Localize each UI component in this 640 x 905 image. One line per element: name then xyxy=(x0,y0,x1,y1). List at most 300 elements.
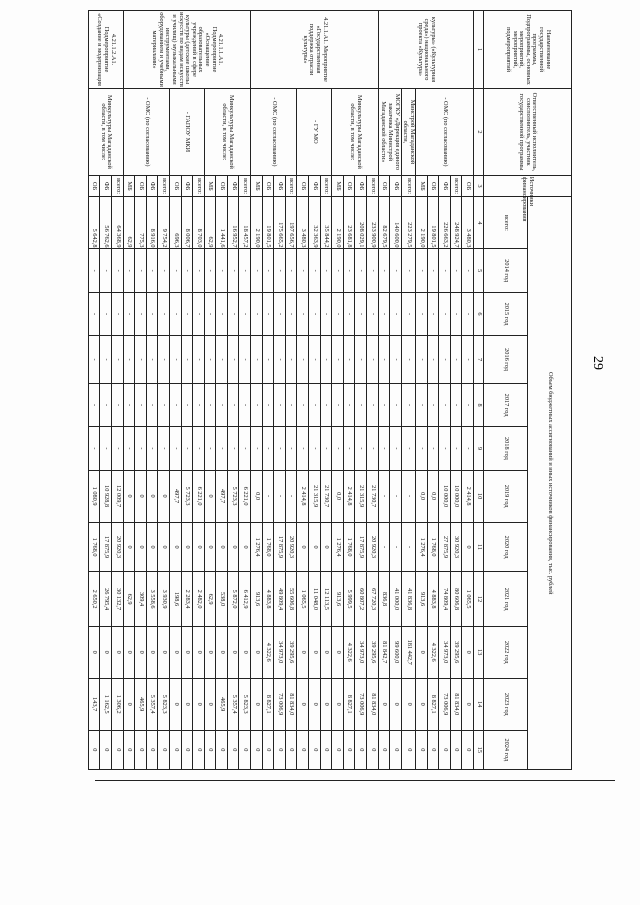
year-value-cell: 0 xyxy=(320,626,332,678)
year-value-cell: 0 xyxy=(462,626,474,678)
year-value-cell: 73 006,9 xyxy=(355,678,367,730)
year-value-cell: 2 414,8 xyxy=(297,470,309,522)
total-cell: 23 681,8 xyxy=(343,197,355,249)
year-value-cell: 0 xyxy=(169,678,181,730)
year-value-cell: 143,7 xyxy=(88,678,100,730)
year-value-cell: 0 xyxy=(100,730,112,769)
year-value-cell: 0 xyxy=(123,522,135,572)
total-cell: 248 924,7 xyxy=(450,197,462,249)
year-value-cell: 55 606,8 xyxy=(285,572,297,626)
year-value-cell: 0 xyxy=(343,730,355,769)
year-value-cell: - xyxy=(416,336,428,384)
funding-source-cell: МБ xyxy=(251,175,263,197)
year-value-cell: 26 795,4 xyxy=(100,572,112,626)
year-value-cell: - xyxy=(297,383,309,426)
year-value-cell: 0 xyxy=(309,626,321,678)
funding-source-cell: ФБ xyxy=(100,175,112,197)
year-value-cell: - xyxy=(390,249,402,292)
year-value-cell: - xyxy=(401,249,415,292)
total-cell: 223 279,5 xyxy=(401,197,415,249)
year-value-cell: 8 827,1 xyxy=(343,678,355,730)
year-value-cell: - xyxy=(462,336,474,384)
year-value-cell: - xyxy=(227,336,239,384)
year-value-cell: - xyxy=(450,427,462,470)
year-value-cell: 6 412,9 xyxy=(239,572,251,626)
year-value-cell: - xyxy=(123,336,135,384)
year-value-cell: - xyxy=(204,336,216,384)
year-value-cell: 0 xyxy=(297,522,309,572)
rotated-table-frame xyxy=(72,10,572,770)
year-value-cell: 21 315,9 xyxy=(309,470,321,522)
year-value-cell: 0 xyxy=(450,730,462,769)
year-value-cell: - xyxy=(100,427,112,470)
year-value-cell: - xyxy=(378,427,390,470)
year-value-cell: 0 xyxy=(204,678,216,730)
year-value-cell: - xyxy=(285,427,297,470)
year-value-cell: 4 322,6 xyxy=(343,626,355,678)
year-value-cell: - xyxy=(123,383,135,426)
year-value-cell: - xyxy=(227,249,239,292)
year-value-cell: - xyxy=(239,427,251,470)
year-value-cell: 6 221,0 xyxy=(193,470,205,522)
year-value-cell: - xyxy=(274,292,286,335)
year-value-cell: 0 xyxy=(88,730,100,769)
column-number: 10 xyxy=(474,470,484,522)
year-value-cell: - xyxy=(181,427,193,470)
year-value-cell: 0 xyxy=(309,522,321,572)
year-value-cell: - xyxy=(309,292,321,335)
header-program-name: Наименование государственной программы, Подпрограммы, основных мероприятий, мероприятий, подмероприятий xyxy=(484,11,572,89)
header-funding-group: Объем бюджетных ассигнований и иных источников финансирования, тыс. рублей xyxy=(528,197,572,770)
year-value-cell: - xyxy=(390,470,402,522)
year-value-cell: 0 xyxy=(262,730,274,769)
year-value-cell: 465,9 xyxy=(216,678,228,730)
total-cell: 35 844,2 xyxy=(320,197,332,249)
year-value-cell: 0 xyxy=(169,730,181,769)
total-cell: 3 480,3 xyxy=(297,197,309,249)
header-executor: Ответственный исполнитель, соисполнитель, участник государственной программы xyxy=(484,89,572,176)
year-value-cell: - xyxy=(297,336,309,384)
year-value-cell: 10 000,0 xyxy=(439,470,451,522)
year-value-cell: - xyxy=(462,292,474,335)
year-value-cell: - xyxy=(309,427,321,470)
funding-source-cell: всего: xyxy=(320,175,332,197)
year-value-cell: 2 414,8 xyxy=(343,470,355,522)
year-value-cell: - xyxy=(427,383,439,426)
year-value-cell: 0 xyxy=(158,730,170,769)
year-value-cell: 0 xyxy=(297,730,309,769)
year-value-cell: - xyxy=(135,383,147,426)
column-number: 6 xyxy=(474,292,484,335)
executor-cell: - ГУ МО xyxy=(297,89,332,176)
table-row xyxy=(111,11,123,770)
year-value-cell: 0 xyxy=(462,678,474,730)
funding-source-cell: ФБ xyxy=(274,175,286,197)
year-value-cell: 0 xyxy=(239,626,251,678)
year-value-cell: 20 920,3 xyxy=(367,522,379,572)
funding-source-cell: ОБ xyxy=(297,175,309,197)
year-value-cell: - xyxy=(193,427,205,470)
year-value-cell: 0 xyxy=(216,522,228,572)
column-number: 11 xyxy=(474,522,484,572)
year-value-cell: 0 xyxy=(169,522,181,572)
year-value-cell: 0 xyxy=(193,626,205,678)
year-value-cell: 0 xyxy=(123,730,135,769)
year-value-cell: - xyxy=(181,249,193,292)
funding-source-cell: всего: xyxy=(239,175,251,197)
year-value-cell: 2 650,2 xyxy=(88,572,100,626)
funding-source-cell: всего: xyxy=(285,175,297,197)
year-value-cell: 17 875,9 xyxy=(355,522,367,572)
header-year: 2018 год xyxy=(484,427,528,470)
year-value-cell: - xyxy=(285,249,297,292)
funding-source-cell: ОБ xyxy=(88,175,100,197)
year-value-cell: 73 006,9 xyxy=(274,678,286,730)
table-row xyxy=(320,11,332,770)
year-value-cell: 0 xyxy=(378,678,390,730)
year-value-cell: 0 xyxy=(158,522,170,572)
funding-source-cell: всего: xyxy=(111,175,123,197)
year-value-cell: 0,0 xyxy=(332,470,344,522)
year-value-cell: 0 xyxy=(427,730,439,769)
year-value-cell: 0 xyxy=(204,626,216,678)
year-value-cell: 8 827,1 xyxy=(262,678,274,730)
year-value-cell: 2 283,4 xyxy=(181,572,193,626)
funding-source-cell: ФБ xyxy=(355,175,367,197)
year-value-cell: - xyxy=(390,427,402,470)
year-value-cell: 0 xyxy=(239,730,251,769)
funding-source-cell: ОБ xyxy=(135,175,147,197)
funding-source-cell: всего: xyxy=(401,175,415,197)
total-cell: 9 754,2 xyxy=(158,197,170,249)
year-value-cell: 0 xyxy=(227,522,239,572)
year-value-cell: 0 xyxy=(297,678,309,730)
year-value-cell: 0 xyxy=(320,522,332,572)
year-value-cell: - xyxy=(262,249,274,292)
year-value-cell: - xyxy=(390,336,402,384)
year-value-cell: 0 xyxy=(416,730,428,769)
year-value-cell: - xyxy=(367,427,379,470)
column-number: 3 xyxy=(474,175,484,197)
year-value-cell: - xyxy=(332,292,344,335)
table-row xyxy=(193,11,205,770)
year-value-cell: 1 276,4 xyxy=(251,522,263,572)
program-name-cell: 4.21.1.А1. Мероприятие «Государственная поддержка отрасли культуры» xyxy=(251,11,379,89)
total-cell: 62,9 xyxy=(204,197,216,249)
year-value-cell: - xyxy=(146,427,158,470)
year-value-cell: - xyxy=(390,292,402,335)
year-value-cell: 0 xyxy=(135,470,147,522)
year-value-cell: 0 xyxy=(158,626,170,678)
year-value-cell: 5 357,4 xyxy=(146,678,158,730)
year-value-cell: 0 xyxy=(332,678,344,730)
year-value-cell: - xyxy=(427,427,439,470)
total-cell: 140 600,0 xyxy=(390,197,402,249)
column-number: 15 xyxy=(474,730,484,769)
total-cell: 32 363,9 xyxy=(309,197,321,249)
year-value-cell: - xyxy=(227,427,239,470)
year-value-cell: - xyxy=(111,427,123,470)
year-value-cell: - xyxy=(450,383,462,426)
table-row xyxy=(390,11,402,770)
year-value-cell: 0 xyxy=(390,678,402,730)
year-value-cell: - xyxy=(401,383,415,426)
year-value-cell: - xyxy=(343,249,355,292)
year-value-cell: - xyxy=(320,336,332,384)
year-value-cell: - xyxy=(309,336,321,384)
year-value-cell: 62,9 xyxy=(204,572,216,626)
year-value-cell: - xyxy=(450,336,462,384)
year-value-cell: - xyxy=(274,470,286,522)
year-value-cell: - xyxy=(332,336,344,384)
year-value-cell: - xyxy=(216,427,228,470)
year-value-cell: - xyxy=(216,336,228,384)
year-value-cell: 0 xyxy=(204,522,216,572)
year-value-cell: - xyxy=(355,292,367,335)
year-value-cell: 21 730,7 xyxy=(320,470,332,522)
year-value-cell: - xyxy=(169,427,181,470)
year-value-cell: - xyxy=(158,336,170,384)
year-value-cell: 1 768,0 xyxy=(343,522,355,572)
year-value-cell: 1 768,0 xyxy=(88,522,100,572)
year-value-cell: - xyxy=(462,427,474,470)
year-value-cell: - xyxy=(343,292,355,335)
year-value-cell: - xyxy=(135,292,147,335)
year-value-cell: - xyxy=(181,336,193,384)
year-value-cell: - xyxy=(297,292,309,335)
year-value-cell: 181 442,7 xyxy=(401,626,415,678)
table-row xyxy=(285,11,297,770)
year-value-cell: - xyxy=(100,249,112,292)
year-value-cell: - xyxy=(332,427,344,470)
year-value-cell: 0 xyxy=(181,522,193,572)
year-value-cell: - xyxy=(239,249,251,292)
year-value-cell: 21 315,9 xyxy=(355,470,367,522)
year-value-cell: 309,4 xyxy=(135,572,147,626)
year-value-cell: 3 930,9 xyxy=(158,572,170,626)
year-value-cell: 497,7 xyxy=(169,470,181,522)
year-value-cell: 0 xyxy=(227,730,239,769)
year-value-cell: 99 600,0 xyxy=(390,626,402,678)
year-value-cell: - xyxy=(378,292,390,335)
year-value-cell: - xyxy=(100,336,112,384)
year-value-cell: 2 414,8 xyxy=(462,470,474,522)
year-value-cell: 198,6 xyxy=(169,572,181,626)
total-cell: 775,3 xyxy=(135,197,147,249)
total-cell: 233 900,9 xyxy=(367,197,379,249)
year-value-cell: - xyxy=(169,249,181,292)
year-value-cell: 5 357,4 xyxy=(227,678,239,730)
year-value-cell: - xyxy=(439,249,451,292)
year-value-cell: - xyxy=(88,383,100,426)
year-value-cell: - xyxy=(135,427,147,470)
year-value-cell: 0 xyxy=(146,626,158,678)
year-value-cell: 74 809,4 xyxy=(439,572,451,626)
year-value-cell: - xyxy=(462,383,474,426)
year-value-cell: 20 920,3 xyxy=(111,522,123,572)
year-value-cell: - xyxy=(123,292,135,335)
year-value-cell: - xyxy=(378,383,390,426)
year-value-cell: 4 883,8 xyxy=(262,572,274,626)
total-cell: 19 801,5 xyxy=(427,197,439,249)
year-value-cell: - xyxy=(100,383,112,426)
year-value-cell: 11 048,0 xyxy=(309,572,321,626)
year-value-cell: - xyxy=(401,522,415,572)
year-value-cell: - xyxy=(262,470,274,522)
year-value-cell: - xyxy=(111,383,123,426)
funding-source-cell: ОБ xyxy=(462,175,474,197)
year-value-cell: 0 xyxy=(100,626,112,678)
year-value-cell: - xyxy=(239,383,251,426)
year-value-cell: - xyxy=(158,383,170,426)
year-value-cell: 0 xyxy=(146,470,158,522)
year-value-cell: - xyxy=(274,249,286,292)
year-value-cell: 2 482,0 xyxy=(193,572,205,626)
year-value-cell: 67 720,3 xyxy=(367,572,379,626)
year-value-cell: 1 065,5 xyxy=(297,572,309,626)
funding-source-cell: ФБ xyxy=(439,175,451,197)
year-value-cell: - xyxy=(204,249,216,292)
executor-cell: - ОМС (по согласованию) xyxy=(251,89,297,176)
year-value-cell: - xyxy=(367,249,379,292)
year-value-cell: 0 xyxy=(216,626,228,678)
year-value-cell: - xyxy=(274,383,286,426)
column-number: 1 xyxy=(474,11,484,89)
total-cell: 208 029,1 xyxy=(355,197,367,249)
year-value-cell: 5 723,3 xyxy=(227,470,239,522)
year-value-cell: - xyxy=(390,522,402,572)
year-value-cell: 10 000,0 xyxy=(450,470,462,522)
year-value-cell: - xyxy=(111,336,123,384)
year-value-cell: 0 xyxy=(193,730,205,769)
year-value-cell: 41 000,0 xyxy=(390,572,402,626)
year-value-cell: - xyxy=(450,249,462,292)
year-value-cell: 0 xyxy=(239,522,251,572)
funding-source-cell: ФБ xyxy=(227,175,239,197)
year-value-cell: - xyxy=(169,383,181,426)
year-value-cell: 3 558,6 xyxy=(146,572,158,626)
header-year: 2023 год xyxy=(484,678,528,730)
year-value-cell: - xyxy=(111,292,123,335)
year-value-cell: - xyxy=(88,249,100,292)
funding-source-cell: ФБ xyxy=(146,175,158,197)
year-value-cell: - xyxy=(439,427,451,470)
year-value-cell: 5 872,0 xyxy=(227,572,239,626)
year-value-cell: - xyxy=(251,383,263,426)
year-value-cell: 0,0 xyxy=(416,470,428,522)
year-value-cell: 0 xyxy=(332,730,344,769)
header-year: 2020 год xyxy=(484,522,528,572)
year-value-cell: 30 920,3 xyxy=(450,522,462,572)
year-value-cell: 0 xyxy=(462,522,474,572)
year-value-cell: 4 322,6 xyxy=(427,626,439,678)
total-cell: 2 190,0 xyxy=(416,197,428,249)
year-value-cell: 81 834,0 xyxy=(450,678,462,730)
year-value-cell: - xyxy=(88,336,100,384)
table-row xyxy=(239,11,251,770)
header-year: 2019 год xyxy=(484,470,528,522)
year-value-cell: - xyxy=(378,522,390,572)
header-total: всего: xyxy=(484,197,528,249)
funding-source-cell: ОБ xyxy=(427,175,439,197)
funding-source-cell: всего: xyxy=(367,175,379,197)
program-name-cell: 4.21.1.1.А1. Подмероприятие «Оснащение образовательных учреждений в сфере культуры (детские школы искусств по видам искусств и училищ) музыкальными инструментами, оборудованием и учебными материалами» xyxy=(123,11,251,89)
year-value-cell: 0 xyxy=(390,730,402,769)
year-value-cell: - xyxy=(227,383,239,426)
year-value-cell: - xyxy=(204,383,216,426)
year-value-cell: - xyxy=(378,470,390,522)
year-value-cell: - xyxy=(332,249,344,292)
year-value-cell: 0 xyxy=(135,522,147,572)
year-value-cell: 0 xyxy=(193,522,205,572)
year-value-cell: 0 xyxy=(181,626,193,678)
executor-cell: Минкультуры Магаданской области, в том числе: xyxy=(204,89,250,176)
rotated-table-content xyxy=(72,10,572,770)
table-row xyxy=(401,11,415,770)
year-value-cell: 81 834,0 xyxy=(367,678,379,730)
executor-cell: - ОМС (по согласованию) xyxy=(416,89,474,176)
year-value-cell: 0 xyxy=(146,730,158,769)
year-value-cell: 1 276,4 xyxy=(416,522,428,572)
year-value-cell: - xyxy=(216,292,228,335)
total-cell: 64 368,9 xyxy=(111,197,123,249)
year-value-cell: - xyxy=(450,292,462,335)
year-value-cell: - xyxy=(427,336,439,384)
year-value-cell: - xyxy=(285,292,297,335)
year-value-cell: 0 xyxy=(227,626,239,678)
year-value-cell: - xyxy=(216,383,228,426)
year-value-cell: - xyxy=(204,427,216,470)
year-value-cell: - xyxy=(193,336,205,384)
total-cell: 197 656,7 xyxy=(285,197,297,249)
year-value-cell: - xyxy=(88,427,100,470)
program-name-cell: 4.21.1.2.А1. Подмероприятие «Создание и модернизация xyxy=(88,11,123,89)
year-value-cell: - xyxy=(239,292,251,335)
executor-cell: Минкультуры Магаданской области, в том числе: xyxy=(88,89,123,176)
column-number: 12 xyxy=(474,572,484,626)
year-value-cell: 913,6 xyxy=(416,572,428,626)
year-value-cell: 5 999,5 xyxy=(343,572,355,626)
column-number: 4 xyxy=(474,197,484,249)
executor-cell: Минстрой Магаданской области, xyxy=(401,89,415,176)
year-value-cell: - xyxy=(297,427,309,470)
header-year: 2021 год xyxy=(484,572,528,626)
program-name-cell: культуры» («Культурная среда») национального проекта «Культура» xyxy=(378,11,473,89)
year-value-cell: - xyxy=(169,336,181,384)
funding-source-cell: МБ xyxy=(204,175,216,197)
year-value-cell: 4 322,6 xyxy=(262,626,274,678)
year-value-cell: - xyxy=(343,336,355,384)
year-value-cell: - xyxy=(367,383,379,426)
year-value-cell: - xyxy=(416,292,428,335)
year-value-cell: 81 834,0 xyxy=(285,678,297,730)
year-value-cell: - xyxy=(204,292,216,335)
year-value-cell: 0 xyxy=(169,626,181,678)
year-value-cell: - xyxy=(262,383,274,426)
year-value-cell: 34 973,0 xyxy=(274,626,286,678)
executor-cell: - ГАПОУ МКИ xyxy=(169,89,204,176)
year-value-cell: 0 xyxy=(193,678,205,730)
funding-source-cell: ОБ xyxy=(343,175,355,197)
year-value-cell: - xyxy=(88,292,100,335)
year-value-cell: - xyxy=(193,292,205,335)
year-value-cell: - xyxy=(146,336,158,384)
year-value-cell: 20 920,3 xyxy=(285,522,297,572)
header-year: 2015 год xyxy=(484,292,528,335)
year-value-cell: 913,6 xyxy=(332,572,344,626)
year-value-cell: - xyxy=(439,383,451,426)
year-value-cell: 538,0 xyxy=(216,572,228,626)
